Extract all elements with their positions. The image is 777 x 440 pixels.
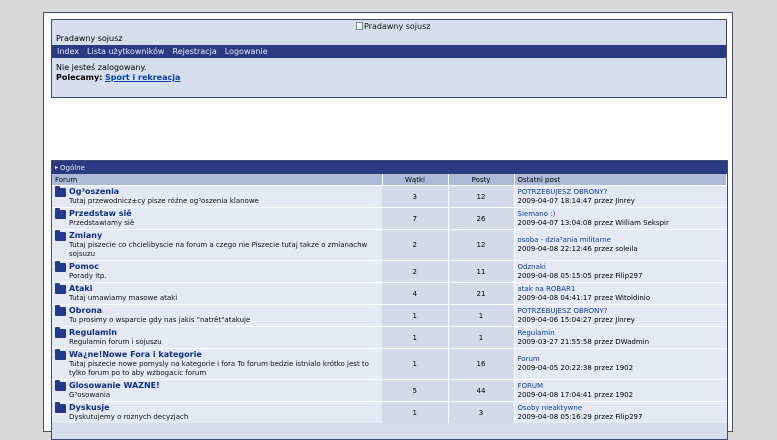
last-post-meta: 2009-04-07 18:14:47 przez Jinrey bbox=[517, 196, 635, 205]
forum-cell bbox=[52, 261, 382, 283]
forum-cell bbox=[52, 230, 382, 261]
thread-count: 1 bbox=[382, 305, 448, 327]
logo-alt-text: Pradawny sojusz bbox=[364, 21, 431, 31]
last-post-cell bbox=[514, 327, 727, 349]
last-post-link[interactable]: Siemano :) bbox=[517, 209, 556, 218]
forum-cell bbox=[52, 283, 382, 305]
forum-cell bbox=[52, 186, 382, 208]
table-row bbox=[52, 380, 727, 402]
post-count: 21 bbox=[448, 283, 514, 305]
nav-index[interactable]: Index bbox=[57, 47, 80, 56]
forum-description: Regulamin forum i sojuszu bbox=[69, 338, 162, 346]
forum-category-block bbox=[51, 160, 728, 440]
folder-icon bbox=[55, 188, 66, 197]
thread-count: 5 bbox=[382, 380, 448, 402]
site-logo[interactable] bbox=[356, 21, 430, 31]
last-post-link[interactable]: Regulamin bbox=[517, 328, 555, 337]
forum-description: Tutaj przewodnicz±cy pisze róźne og³oszenia klanowe bbox=[69, 197, 259, 205]
post-count: 12 bbox=[448, 230, 514, 261]
last-post-cell bbox=[514, 380, 727, 402]
post-count: 44 bbox=[448, 380, 514, 402]
site-title: Pradawny sojusz bbox=[56, 34, 123, 43]
forum-table bbox=[52, 174, 727, 423]
table-row bbox=[52, 402, 727, 424]
table-row bbox=[52, 327, 727, 349]
post-count: 26 bbox=[448, 208, 514, 230]
header bbox=[51, 19, 727, 98]
thread-count: 1 bbox=[382, 402, 448, 424]
nav-register[interactable]: Rejestracja bbox=[172, 47, 217, 56]
post-count: 3 bbox=[448, 402, 514, 424]
broken-image-icon bbox=[356, 22, 363, 30]
table-row bbox=[52, 230, 727, 261]
forum-name-link[interactable]: Ataki bbox=[69, 284, 93, 293]
folder-icon bbox=[55, 351, 66, 360]
folder-icon bbox=[55, 285, 66, 294]
last-post-link[interactable]: osoba - dzia³ania militarne bbox=[517, 236, 611, 244]
thread-count: 2 bbox=[382, 261, 448, 283]
forum-name-link[interactable]: Zmiany bbox=[69, 231, 103, 240]
forum-name-link[interactable]: Regulamin bbox=[69, 328, 117, 337]
forum-description: Tutaj umawiamy masowe ataki bbox=[69, 294, 178, 302]
main-nav bbox=[52, 45, 726, 58]
table-row bbox=[52, 305, 727, 327]
column-threads: Wątki bbox=[382, 174, 448, 186]
triangle-right-icon: ▸ bbox=[55, 164, 59, 171]
table-row bbox=[52, 208, 727, 230]
last-post-meta: 2009-04-08 17:04:41 przez 1902 bbox=[517, 390, 634, 399]
nav-users[interactable]: Lista użytkowników bbox=[87, 47, 165, 56]
category-name: Ogólne bbox=[60, 163, 85, 172]
forum-name-link[interactable]: Glosowanie WAZNE! bbox=[69, 381, 160, 390]
last-post-link[interactable]: Osoby nieaktywne bbox=[517, 403, 583, 412]
thread-count: 2 bbox=[382, 230, 448, 261]
last-post-meta: 2009-04-08 04:41:17 przez Witoldinio bbox=[517, 293, 651, 302]
last-post-meta: 2009-04-08 05:15:05 przez Filip297 bbox=[517, 271, 643, 280]
forum-description: Tutaj piszecie nowe pomysly na kategorie i fora To forum bedzie istnialo krótko jest to tylko forum po to aby wzbogacic forum bbox=[69, 360, 369, 377]
table-row bbox=[52, 349, 727, 380]
forum-description: Porady itp. bbox=[69, 272, 107, 280]
forum-name-link[interactable]: Obrona bbox=[69, 306, 103, 315]
page-wrapper bbox=[43, 12, 733, 432]
post-count: 12 bbox=[448, 186, 514, 208]
forum-description: G³osowania bbox=[69, 391, 111, 399]
forum-description: Tutaj piszecie co chcielibyscie na forum a czego nie Piszecie tutaj takze o zmianachw sojsuzu bbox=[69, 241, 368, 258]
thread-count: 1 bbox=[382, 349, 448, 380]
last-post-meta: 2009-04-07 13:04:08 przez William Sekspir bbox=[517, 218, 669, 227]
post-count: 11 bbox=[448, 261, 514, 283]
forum-name-link[interactable]: Przedstaw siê bbox=[69, 209, 132, 218]
thread-count: 1 bbox=[382, 327, 448, 349]
forum-cell bbox=[52, 305, 382, 327]
forum-name-link[interactable]: Og³oszenia bbox=[69, 187, 120, 196]
recommend-link[interactable]: Sport i rekreacja bbox=[104, 73, 181, 82]
post-count: 16 bbox=[448, 349, 514, 380]
login-status: Nie jesteś zalogowany. bbox=[56, 63, 147, 72]
forum-cell bbox=[52, 208, 382, 230]
column-last-post: Ostatni post bbox=[514, 174, 727, 186]
forum-cell bbox=[52, 402, 382, 424]
folder-icon bbox=[55, 382, 66, 391]
forum-cell bbox=[52, 349, 382, 380]
forum-description: Tu prosimy o wsparcie gdy nas jakis "natrêt"atakuje bbox=[69, 316, 251, 324]
last-post-meta: 2009-04-06 15:04:27 przez Jinrey bbox=[517, 315, 635, 324]
last-post-cell bbox=[514, 283, 727, 305]
folder-icon bbox=[55, 404, 66, 413]
last-post-cell bbox=[514, 186, 727, 208]
last-post-meta: 2009-04-08 22:12:46 przez soleila bbox=[517, 245, 638, 253]
last-post-cell bbox=[514, 305, 727, 327]
table-row bbox=[52, 186, 727, 208]
folder-icon bbox=[55, 232, 66, 241]
post-count: 1 bbox=[448, 305, 514, 327]
nav-login[interactable]: Logowanie bbox=[224, 47, 268, 56]
column-forum: Forum bbox=[52, 174, 382, 186]
forum-cell bbox=[52, 380, 382, 402]
recommend-label: Polecamy: bbox=[56, 73, 103, 82]
user-info bbox=[56, 63, 180, 83]
last-post-cell bbox=[514, 349, 727, 380]
post-count: 1 bbox=[448, 327, 514, 349]
folder-icon bbox=[55, 329, 66, 338]
last-post-cell bbox=[514, 208, 727, 230]
last-post-cell bbox=[514, 230, 727, 261]
folder-icon bbox=[55, 307, 66, 316]
last-post-link[interactable]: atak na ROBAR1 bbox=[517, 284, 576, 293]
last-post-meta: 2009-03-27 21:55:58 przez DWadmin bbox=[517, 337, 650, 346]
last-post-meta: 2009-04-08 05:16:29 przez Filip297 bbox=[517, 412, 643, 421]
forum-description: Przedstawiamy siê bbox=[69, 219, 135, 227]
last-post-cell bbox=[514, 261, 727, 283]
last-post-link[interactable]: Forum bbox=[517, 355, 540, 363]
forum-cell bbox=[52, 327, 382, 349]
last-post-link[interactable]: POTRZEBUJESZ OBRONY? bbox=[517, 306, 608, 315]
last-post-cell bbox=[514, 402, 727, 424]
thread-count: 3 bbox=[382, 186, 448, 208]
last-post-link[interactable]: POTRZEBUJESZ OBRONY? bbox=[517, 187, 608, 196]
forum-name-link[interactable]: Dyskusje bbox=[69, 403, 110, 412]
thread-count: 7 bbox=[382, 208, 448, 230]
folder-icon bbox=[55, 210, 66, 219]
forum-name-link[interactable]: Wa¿ne!Nowe Fora i kategorie bbox=[69, 350, 202, 359]
last-post-link[interactable]: FORUM bbox=[517, 381, 544, 390]
category-header[interactable] bbox=[52, 161, 727, 174]
forum-name-link[interactable]: Pomoc bbox=[69, 262, 99, 271]
column-posts: Posty bbox=[448, 174, 514, 186]
forum-description: Dyskutujemy o roznych decyzjach bbox=[69, 413, 189, 421]
table-row bbox=[52, 261, 727, 283]
last-post-meta: 2009-04-05 20:22:38 przez 1902 bbox=[517, 364, 634, 372]
thread-count: 4 bbox=[382, 283, 448, 305]
table-row bbox=[52, 283, 727, 305]
folder-icon bbox=[55, 263, 66, 272]
last-post-link[interactable]: Odznaki bbox=[517, 262, 546, 271]
